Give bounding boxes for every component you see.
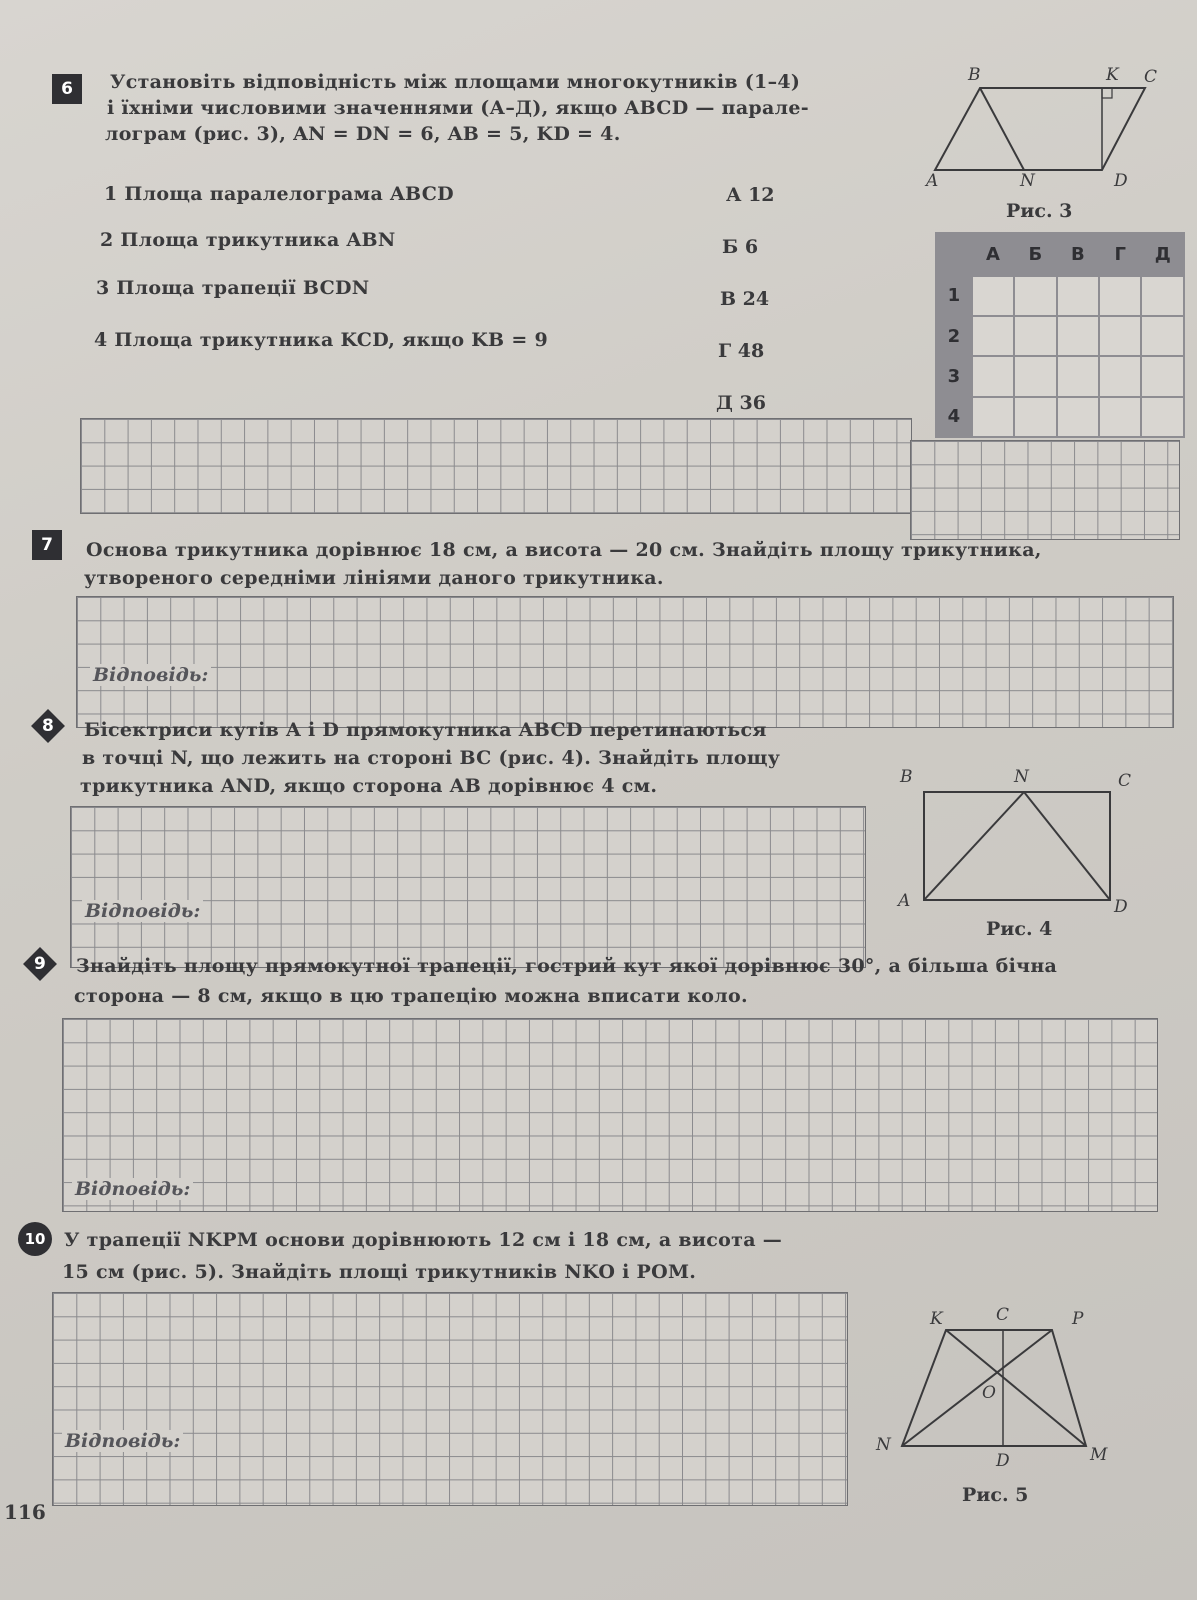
task-6-work-grid-right[interactable] — [910, 440, 1180, 540]
figure-3-label-n: N — [1020, 171, 1035, 191]
figure-5-caption: Рис. 5 — [962, 1484, 1029, 1506]
answer-cell[interactable] — [1057, 276, 1099, 316]
task-6-line-2: і їхніми числовими значеннями (А–Д), якщо ABCD — парале- — [107, 97, 809, 119]
figure-5-label-m: M — [1090, 1445, 1108, 1465]
table-row-1: 1 — [936, 276, 972, 316]
figure-4-label-b: B — [900, 767, 913, 787]
task-8-answer-label: Відповідь: — [82, 900, 203, 922]
task-6-item-3: 3 Площа трапеції BCDN — [96, 277, 370, 299]
task-9-badge: 9 — [23, 947, 57, 981]
figure-5-label-k: K — [930, 1309, 943, 1329]
figure-5-trapezoid — [866, 1300, 1116, 1470]
answer-cell[interactable] — [972, 356, 1014, 396]
table-col-g: Г — [1099, 233, 1141, 276]
answer-cell[interactable] — [1099, 316, 1141, 356]
figure-3-label-d: D — [1114, 171, 1128, 191]
figure-3-label-c: C — [1144, 67, 1158, 87]
task-7-answer-grid[interactable] — [76, 596, 1174, 728]
answer-cell[interactable] — [1014, 276, 1056, 316]
figure-3-parallelogram — [920, 62, 1160, 192]
task-6-item-4: 4 Площа трикутника KCD, якщо KB = 9 — [94, 329, 548, 351]
answer-cell[interactable] — [1141, 356, 1184, 396]
task-7-line-2: утвореного середніми лініями даного трикутника. — [84, 567, 664, 589]
answer-cell[interactable] — [1014, 316, 1056, 356]
task-6-option-v: В 24 — [720, 288, 770, 310]
answer-cell[interactable] — [972, 397, 1014, 437]
task-8-answer-grid[interactable] — [70, 806, 866, 968]
task-6-item-2: 2 Площа трикутника ABN — [100, 229, 396, 251]
task-10-answer-grid[interactable] — [52, 1292, 848, 1506]
figure-4-label-d: D — [1114, 897, 1128, 914]
answer-cell[interactable] — [1141, 397, 1184, 437]
figure-5-label-n: N — [876, 1435, 891, 1455]
task-6-option-g: Г 48 — [718, 340, 765, 362]
table-row-2: 2 — [936, 316, 972, 356]
figure-4-label-c: C — [1118, 771, 1132, 791]
answer-cell[interactable] — [1057, 397, 1099, 437]
table-col-v: В — [1057, 233, 1099, 276]
task-10-badge: 10 — [18, 1222, 52, 1256]
task-9-line-1: Знайдіть площу прямокутної трапеції, гострий кут якої дорівнює 30°, а більша бічна — [76, 955, 1058, 977]
task-6-item-1: 1 Площа паралелограма ABCD — [104, 183, 454, 205]
task-6-line-3: лограм (рис. 3), AN = DN = 6, AB = 5, KD = 4. — [105, 123, 621, 145]
answer-cell[interactable] — [1141, 276, 1184, 316]
task-6-option-b: Б 6 — [722, 236, 759, 258]
figure-4-rectangle — [896, 764, 1132, 914]
answer-cell[interactable] — [1099, 356, 1141, 396]
table-col-a: А — [972, 233, 1014, 276]
answer-cell[interactable] — [1014, 397, 1056, 437]
answer-cell[interactable] — [1014, 356, 1056, 396]
figure-5-label-c: C — [996, 1305, 1010, 1325]
table-row-4: 4 — [936, 397, 972, 437]
task-10-answer-label: Відповідь: — [62, 1430, 183, 1452]
answer-cell[interactable] — [1141, 316, 1184, 356]
task-10-line-2: 15 см (рис. 5). Знайдіть площі трикутників NKO і POM. — [62, 1261, 697, 1283]
task-6-badge: 6 — [52, 74, 82, 104]
answer-cell[interactable] — [1099, 276, 1141, 316]
task-6-option-a: А 12 — [726, 184, 775, 206]
page-number: 116 — [4, 1500, 46, 1524]
table-col-b: Б — [1014, 233, 1056, 276]
task-7-answer-label: Відповідь: — [90, 664, 211, 686]
task-9-answer-label: Відповідь: — [72, 1178, 193, 1200]
figure-4-caption: Рис. 4 — [986, 918, 1053, 940]
task-8-line-1: Бісектриси кутів A і D прямокутника ABCD перетинаються — [84, 719, 767, 741]
figure-3-label-b: B — [968, 65, 981, 85]
figure-4-label-a: A — [898, 891, 911, 911]
task-6-option-d: Д 36 — [716, 392, 766, 414]
figure-5-label-p: P — [1072, 1309, 1084, 1329]
task-10-line-1: У трапеції NKPM основи дорівнюють 12 см і 18 см, а висота — — [64, 1229, 783, 1251]
figure-3-caption: Рис. 3 — [1006, 200, 1073, 222]
task-8-line-2: в точці N, що лежить на стороні BC (рис. 4). Знайдіть площу — [82, 747, 781, 769]
task-6-answer-table — [935, 232, 1185, 438]
task-9-line-2: сторона — 8 см, якщо в цю трапецію можна вписати коло. — [74, 985, 748, 1007]
figure-5-label-o: O — [982, 1383, 996, 1403]
answer-cell[interactable] — [972, 276, 1014, 316]
answer-cell[interactable] — [1099, 397, 1141, 437]
answer-cell[interactable] — [972, 316, 1014, 356]
task-6-line-1: Установіть відповідність між площами многокутників (1–4) — [110, 71, 801, 93]
table-row-3: 3 — [936, 356, 972, 396]
table-col-d: Д — [1141, 233, 1184, 276]
answer-cell[interactable] — [1057, 356, 1099, 396]
task-7-line-1: Основа трикутника дорівнює 18 см, а висота — 20 см. Знайдіть площу трикутника, — [86, 539, 1042, 561]
task-8-line-3: трикутника AND, якщо сторона AB дорівнює 4 см. — [80, 775, 658, 797]
figure-5-label-d: D — [996, 1451, 1010, 1470]
table-corner — [936, 233, 972, 276]
figure-3-label-k: K — [1106, 65, 1119, 85]
answer-cell[interactable] — [1057, 316, 1099, 356]
task-8-badge: 8 — [31, 709, 65, 743]
task-7-badge: 7 — [32, 530, 62, 560]
figure-4-label-n: N — [1014, 767, 1029, 787]
figure-3-label-a: A — [926, 171, 939, 191]
task-6-work-grid[interactable] — [80, 418, 912, 514]
task-9-answer-grid[interactable] — [62, 1018, 1158, 1212]
